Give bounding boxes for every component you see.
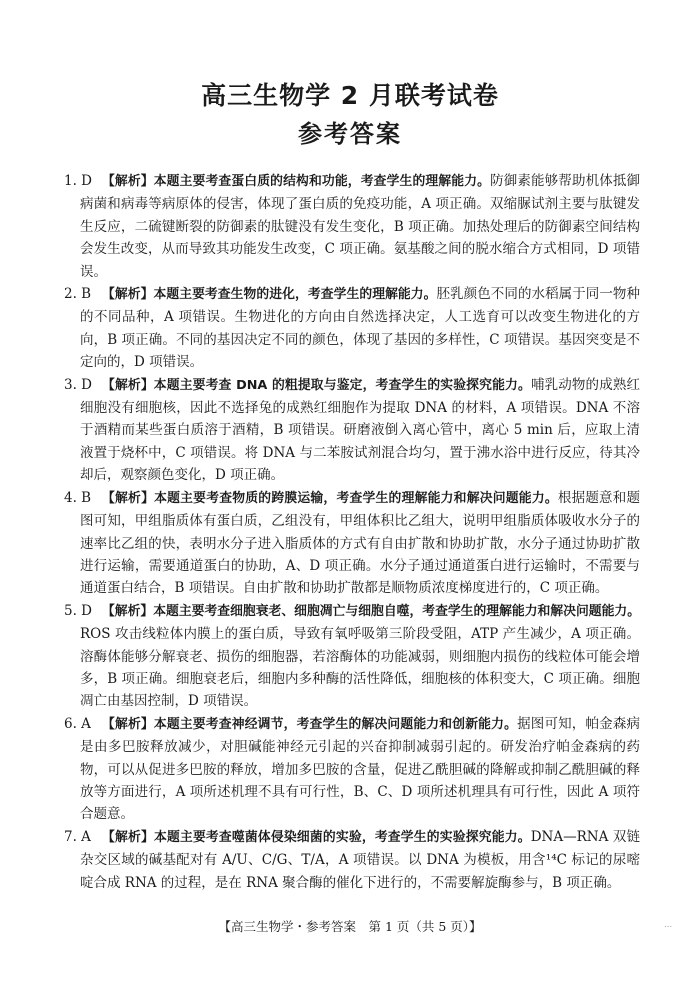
analysis-tag: 【解析】 [102, 603, 154, 619]
answer-number: 3. D [64, 376, 92, 393]
analysis-tag: 【解析】 [102, 174, 154, 189]
answer-focus: 本题主要考查生物的进化，考查学生的理解能力。 [153, 287, 437, 303]
answer-item-3 [64, 374, 640, 487]
answer-text: 据图可知，帕金森病是由多巴胺释放减少，对胆碱能神经元引起的兴奋抑制减弱引起的。研发治疗帕金森病的药物，可以从促进多巴胺的释放，增加多巴胺的含量，促进乙酰胆碱的降解或抑制乙酰胆碱的释放等方面进行，A 项所述机理不具有可行性，B、C、D 项所述机理具有可行性，因此 A 项符合题意。 [80, 715, 641, 823]
answer-focus: 本题主要考查神经调节，考查学生的解决问题能力和创新能力。 [153, 716, 518, 732]
answer-number: 7. A [64, 828, 91, 845]
answer-focus: 本题主要考查 DNA 的粗提取与鉴定，考查学生的实验探究能力。 [153, 377, 531, 393]
answer-text: DNA—RNA 双链杂交区域的碱基配对有 A/U、C/G、T/A，A 项错误。以 DNA 为模板，用含¹⁴C 标记的尿嘧啶合成 RNA 的过程，是在 RNA 聚合酶的催化下进行的，不需要解旋酶参与，B 项正确。 [80, 828, 641, 891]
answer-number: 6. A [64, 715, 91, 732]
page-title: 高三生物学 2 月联考试卷 [201, 81, 499, 110]
analysis-tag: 【解析】 [102, 490, 155, 506]
answer-number: 2. B [64, 286, 92, 303]
analysis-tag: 【解析】 [102, 716, 154, 732]
page-footer: 【高三生物学・参考答案 第 1 页（共 5 页）】 [218, 919, 482, 934]
analysis-tag: 【解析】 [102, 829, 154, 845]
answer-text: 胚乳颜色不同的水稻属于同一物种的不同品种，A 项错误。生物进化的方向由自然选择决定，人工选育可以改变生物进化的方向，B 项正确。不同的基因决定不同的颜色，体现了基因的多样性，C 项错误。基因突变是不定向的，D 项错误。 [80, 286, 641, 371]
answer-text: ROS 攻击线粒体内膜上的蛋白质，导致有氧呼吸第三阶段受阻，ATP 产生减少，A 项正确。溶酶体能够分解衰老、损伤的细胞器，若溶酶体的功能减弱，则细胞内损伤的线粒体可能会增多，B 项正确。细胞衰老后，细胞内多种酶的活性降低，细胞核的体积变大，C 项正确。细胞凋亡由基因控制，D 项错误。 [80, 626, 640, 710]
answer-text: 哺乳动物的成熟红细胞没有细胞核，因此不选择兔的成熟红细胞作为提取 DNA 的材料，A 项错误。DNA 不溶于酒精而某些蛋白质溶于酒精，B 项错误。研磨液倒入离心管中，离心 5 min 后，应取上清液置于烧杯中，C 项错误。将 DNA 与二苯胺试剂混合均匀，置于沸水浴中进行反应，待其冷却后，观察颜色变化，D 项正确。 [80, 376, 641, 484]
answer-item-1 [64, 170, 640, 283]
answer-list [64, 170, 640, 894]
answer-focus: 本题主要考查物质的跨膜运输，考查学生的理解能力和解决问题能力。 [154, 490, 558, 506]
answer-item-5 [64, 600, 640, 713]
corner-mark: ... [664, 920, 672, 929]
answer-item-7 [64, 826, 640, 894]
answer-focus: 本题主要考查噬菌体侵染细菌的实验，考查学生的实验探究能力。 [153, 829, 531, 845]
answer-item-4 [64, 487, 640, 600]
answer-item-6 [64, 713, 640, 826]
answer-text: 根据题意和题图可知，甲组脂质体有蛋白质，乙组没有，甲组体积比乙组大，说明甲组脂质体吸收水分子的速率比乙组的快，表明水分子进入脂质体的方式有自由扩散和协助扩散，水分子通过协助扩散进行运输，需要通道蛋白的协助，A、D 项正确。水分子通过通道蛋白进行运输时，不需要与通道蛋白结合，B 项错误。自由扩散和协助扩散都是顺物质浓度梯度进行的，C 项正确。 [80, 489, 641, 597]
answer-number: 5. D [64, 602, 92, 619]
page-subtitle: 参考答案 [298, 120, 402, 148]
analysis-tag: 【解析】 [102, 287, 154, 303]
answer-focus: 本题主要考查细胞衰老、细胞凋亡与细胞自噬，考查学生的理解能力和解决问题能力。 [153, 603, 641, 619]
analysis-tag: 【解析】 [102, 377, 154, 393]
answer-number: 1. D [64, 173, 92, 189]
answer-text: 防御素能够帮助机体抵御病菌和病毒等病原体的侵害，体现了蛋白质的免疫功能，A 项正确。双缩脲试剂主要与肽键发生反应，二硫键断裂的防御素的肽键没有发生变化，B 项正确。加热处理后的防御素空间结构会发生改变，从而导致其功能发生改变，C 项正确。氨基酸之间的脱水缩合方式相同，D 项错误。 [80, 173, 641, 280]
answer-item-2 [64, 283, 640, 374]
answer-focus: 本题主要考查蛋白质的结构和功能，考查学生的理解能力。 [153, 174, 491, 189]
answer-number: 4. B [64, 489, 92, 506]
